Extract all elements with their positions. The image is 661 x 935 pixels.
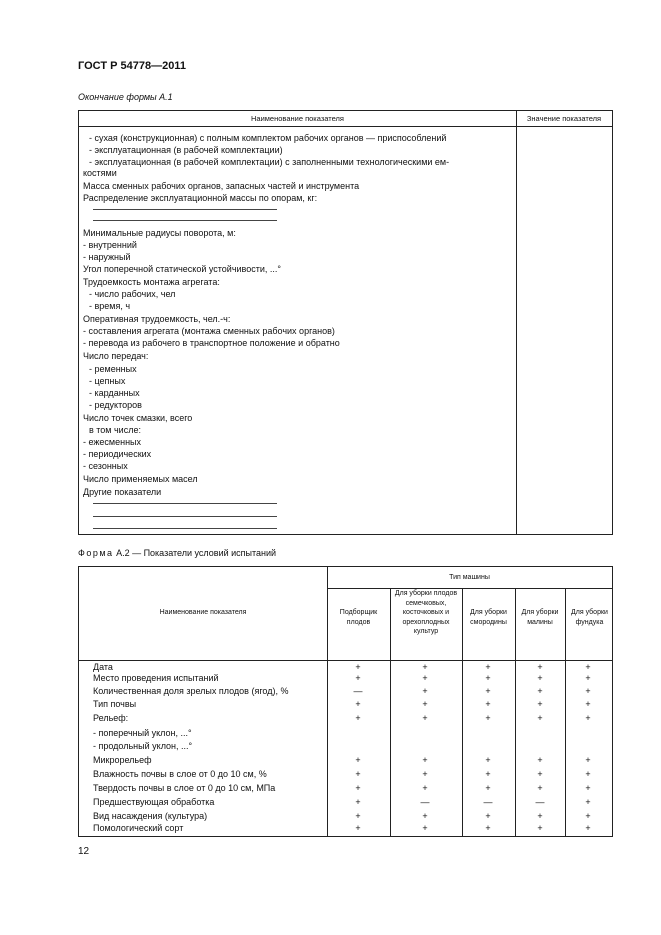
row-cell: + [422,699,428,709]
row-cell: + [485,686,491,696]
row-cell: + [537,673,543,683]
row-label: Место проведения испытаний [93,673,219,683]
form2-col-header-2: Для уборки плодов семечковых, косточковых и орехоплодных культур [394,590,458,635]
row-label: - поперечный уклон, ...° [93,728,192,738]
form1-line: - внутренний [83,240,137,250]
blank-fill-line [93,516,277,517]
row-cell: + [355,823,361,833]
form1-line: - эксплуатационная (в рабочей комплектации) [89,145,283,155]
form1-line: - периодических [83,449,152,459]
row-cell: + [422,811,428,821]
row-cell: + [422,769,428,779]
row-cell: + [422,823,428,833]
table-row [79,713,612,724]
row-cell: + [355,699,361,709]
row-cell: + [585,662,591,672]
row-cell: + [485,673,491,683]
row-cell: + [485,699,491,709]
table-row [79,797,612,808]
row-label: Вид насаждения (культура) [93,811,208,821]
form1-line: - составления агрегата (монтажа сменных рабочих органов) [83,326,335,336]
table-row [79,662,612,673]
row-cell: + [355,673,361,683]
table-row [79,811,612,822]
row-cell: + [585,699,591,709]
blank-fill-line [93,528,277,529]
table-row [79,728,612,739]
form1-line: - карданных [89,388,140,398]
form2-group-header: Тип машины [449,574,490,581]
form1-line: - эксплуатационная (в рабочей комплектации) с заполненными технологическими ем- [89,157,450,167]
table-row [79,823,612,834]
row-cell: + [537,713,543,723]
row-cell: + [585,797,591,807]
row-cell: + [537,686,543,696]
form2-col-header-4: Для уборки малины [521,609,559,626]
form1-line: - ременных [89,364,137,374]
row-cell: + [585,713,591,723]
form1-line: Другие показатели [83,487,162,497]
form2-col-header-5: Для уборки фундука [571,609,608,626]
form1-line: Число применяемых масел [83,474,198,484]
table-row [79,699,612,710]
form1-line: Масса сменных рабочих органов, запасных частей и инструмента [83,181,360,191]
row-cell: + [537,699,543,709]
form2-col-header-3: Для уборки смородины [470,609,507,626]
form1-line: Число точек смазки, всего [83,413,193,423]
row-cell: + [422,662,428,672]
row-cell: + [485,769,491,779]
row-cell: + [422,673,428,683]
form1-line: - ежесменных [83,437,142,447]
row-cell: + [355,797,361,807]
row-cell: — [535,797,545,807]
form1-line: Оперативная трудоемкость, чел.-ч: [83,314,231,324]
row-cell: + [422,686,428,696]
row-cell: + [537,662,543,672]
row-cell: + [585,811,591,821]
form1-line: - сезонных [83,461,128,471]
row-cell: + [422,783,428,793]
row-cell: + [585,686,591,696]
table-row [79,755,612,766]
row-cell: + [485,713,491,723]
row-cell: + [585,673,591,683]
form1-caption: Окончание формы А.1 [78,92,173,102]
row-cell: + [355,783,361,793]
blank-fill-line [93,209,277,210]
table-row [79,741,612,752]
row-cell: + [355,769,361,779]
form1-line: - перевода из рабочего в транспортное положение и обратно [83,338,340,348]
row-cell: — [483,797,493,807]
row-cell: + [585,755,591,765]
row-cell: + [485,662,491,672]
row-cell: + [537,755,543,765]
form1-line: Трудоемкость монтажа агрегата: [83,277,220,287]
table-row [79,769,612,780]
row-cell: + [355,755,361,765]
row-label: Микрорельеф [93,755,152,765]
row-label: Количественная доля зрелых плодов (ягод), % [93,686,289,696]
form1-line: - редукторов [89,400,142,410]
blank-fill-line [93,503,277,504]
row-cell: + [422,755,428,765]
form1-line: в том числе: [89,425,141,435]
row-cell: — [353,686,363,696]
row-label: Тип почвы [93,699,137,709]
form1-table [78,110,613,535]
form2-caption-prefix: Форма [78,548,114,558]
row-label: Предшествующая обработка [93,797,215,807]
row-cell: + [485,755,491,765]
form2-caption [78,548,276,558]
form1-line: - наружный [83,252,131,262]
form1-col-name-header: Наименование показателя [251,114,344,123]
row-cell: + [355,713,361,723]
row-cell: + [485,811,491,821]
row-cell: + [585,823,591,833]
row-cell: + [585,769,591,779]
table-row [79,673,612,684]
table-row [79,783,612,794]
table-row [79,686,612,697]
row-cell: — [420,797,430,807]
form1-line: Угол поперечной статической устойчивости, ...° [83,264,281,274]
form1-line: - число рабочих, чел [89,289,176,299]
row-cell: + [355,811,361,821]
page-number: 12 [78,846,90,857]
form2-col-header-1: Подборщик плодов [339,609,378,626]
form1-line: - время, ч [89,301,131,311]
row-label: Твердость почвы в слое от 0 до 10 см, МПа [93,783,276,793]
row-label: Дата [93,662,113,672]
document-header: ГОСТ Р 54778—2011 [78,60,186,72]
row-cell: + [485,823,491,833]
row-cell: + [537,769,543,779]
form1-line: Распределение эксплуатационной массы по опорам, кг: [83,193,318,203]
form1-line: Минимальные радиусы поворота, м: [83,228,236,238]
row-cell: + [585,783,591,793]
row-cell: + [355,662,361,672]
row-label: Помологический сорт [93,823,184,833]
row-cell: + [422,713,428,723]
form1-line: Число передач: [83,351,149,361]
row-cell: + [537,811,543,821]
form2-caption-text: А.2 — Показатели условий испытаний [116,548,277,558]
form1-line: - цепных [89,376,126,386]
row-label: Рельеф: [93,713,129,723]
form1-line: - сухая (конструкционная) с полным комплектом рабочих органов — приспособлений [89,133,447,143]
form1-col-value-header: Значение показателя [526,114,602,123]
form1-line: костями [83,168,117,178]
row-cell: + [537,783,543,793]
form2-table [78,566,613,837]
blank-fill-line [93,220,277,221]
form2-col-name-header: Наименование показателя [159,609,247,616]
row-cell: + [537,823,543,833]
row-label: - продольный уклон, ...° [93,741,193,751]
row-label: Влажность почвы в слое от 0 до 10 см, % [93,769,267,779]
row-cell: + [485,783,491,793]
